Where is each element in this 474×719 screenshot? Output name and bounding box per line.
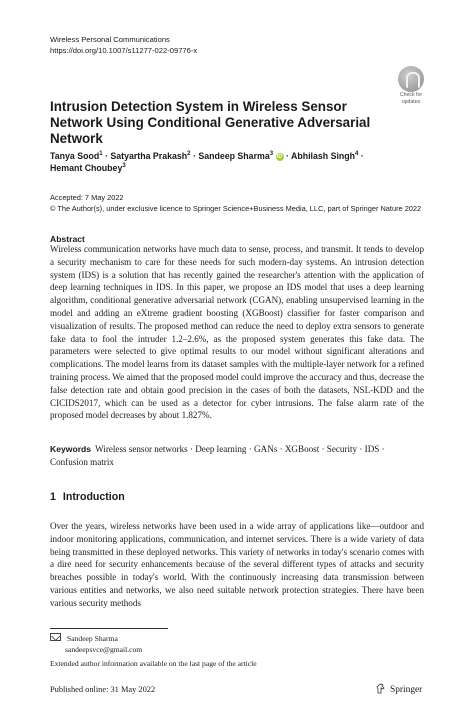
corresponding-author xyxy=(50,633,142,655)
author-affiliation: 2 xyxy=(187,151,191,158)
article-meta xyxy=(50,192,421,214)
author-name[interactable]: Hemant Choubey xyxy=(50,163,123,173)
author-name[interactable]: Tanya Sood xyxy=(50,151,100,161)
section-title: Introduction xyxy=(62,491,125,503)
author-affiliation: 3 xyxy=(269,151,274,158)
author-name[interactable]: Satyartha Prakash xyxy=(110,151,188,161)
author-list xyxy=(50,150,430,174)
author-name[interactable]: Abhilash Singh xyxy=(291,151,356,161)
keywords-text: Wireless sensor networks · Deep learning · GANs · XGBoost · Security · IDS · Confusion matrix xyxy=(50,444,385,467)
orcid-icon[interactable]: iD xyxy=(277,154,283,160)
publisher-name: Springer xyxy=(390,685,423,695)
journal-name: Wireless Personal Communications xyxy=(50,35,170,44)
author-separator: · xyxy=(358,151,364,161)
keywords-block xyxy=(50,443,424,469)
check-for-updates-label-1: Check for xyxy=(399,92,423,98)
copyright-notice: © The Author(s), under exclusive licence to Springer Science+Business Media, LLC, part of Springer Nature 2022 xyxy=(50,204,422,213)
publisher-logo xyxy=(376,683,422,695)
check-for-updates-label-2: updates xyxy=(401,98,421,105)
introduction-body: Over the years, wireless networks have been used in a wide array of applications like—outdoor and indoor monitoring applications, communication, and internet services. There is a wide variety of data being transmitted in these deployed networks. This variety of networks in today's scenario comes with a dire need for security enhancements because of the several different types of attacks and security breaches possible in today's world. With the continuously increasing data transmission between various entities and networks, we also need suitable network protection strategies. There have been various security methods xyxy=(50,521,424,608)
accepted-date: Accepted: 7 May 2022 xyxy=(50,193,124,202)
paper-title: Intrusion Detection System in Wireless Sensor Network Using Conditional Generative Adversarial Network xyxy=(50,99,371,146)
journal-info xyxy=(50,34,197,56)
author-affiliation: 4 xyxy=(355,151,359,158)
corresponding-author-email[interactable]: sandeepsvce@gmail.com xyxy=(65,645,143,654)
published-date: Published online: 31 May 2022 xyxy=(50,685,156,694)
author-affiliation: 3 xyxy=(122,163,126,170)
author-separator: · xyxy=(102,151,111,161)
extended-author-info: Extended author information available on the last page of the article xyxy=(50,659,257,668)
keywords-label: Keywords xyxy=(50,444,92,454)
footnote-divider xyxy=(50,628,168,629)
author-name[interactable]: Sandeep Sharma xyxy=(198,151,270,161)
author-affiliation: 1 xyxy=(99,151,103,158)
abstract-body: Wireless communication networks have much data to sense, process, and transmit. It tends to develop a security mechanism to care for these needs for such modern-day systems. An intrusion detection system (IDS) is a solution that has recently gained the researcher's attention with the application of deep learning techniques in IDS. In this paper, we propose an IDS model that uses a deep learning algorithm, conditional generative adversarial network (CGAN), enabling unsupervised learning in the model and adding an eXtreme gradient boosting (XGBoost) classifier for faster comparison and visualization of results. The proposed method can reduce the need to deploy extra sensors to generate fake data to fool the intruder 1.2–2.6%, as the proposed system generates this fake data. The parameters were selected to give optimal results to our model without significant alterations and complications. The model learns from its dataset samples with the multiple-layer network for a refined training process. We aimed that the proposed model could improve the accuracy and thus, decrease the false detection rate and obtain good precision in the cases of both the datasets, NSL-KDD and the CICIDS2017, which can be used as a detector for cyber intrusions. The false alarm rate of the proposed model decreases by about 1.827%. xyxy=(50,244,424,421)
abstract-heading: Abstract xyxy=(50,234,85,244)
envelope-icon xyxy=(50,633,61,641)
corresponding-author-name: Sandeep Sharma xyxy=(67,634,118,643)
check-for-updates-icon xyxy=(398,66,424,92)
doi-link[interactable]: https://doi.org/10.1007/s11277-022-09776-x xyxy=(50,46,198,55)
springer-horse-icon xyxy=(376,683,386,694)
author-separator: · xyxy=(190,151,199,161)
check-for-updates-badge[interactable] xyxy=(394,66,428,105)
section-heading xyxy=(50,491,125,503)
section-number: 1 xyxy=(50,491,56,503)
author-separator: · xyxy=(283,151,292,161)
